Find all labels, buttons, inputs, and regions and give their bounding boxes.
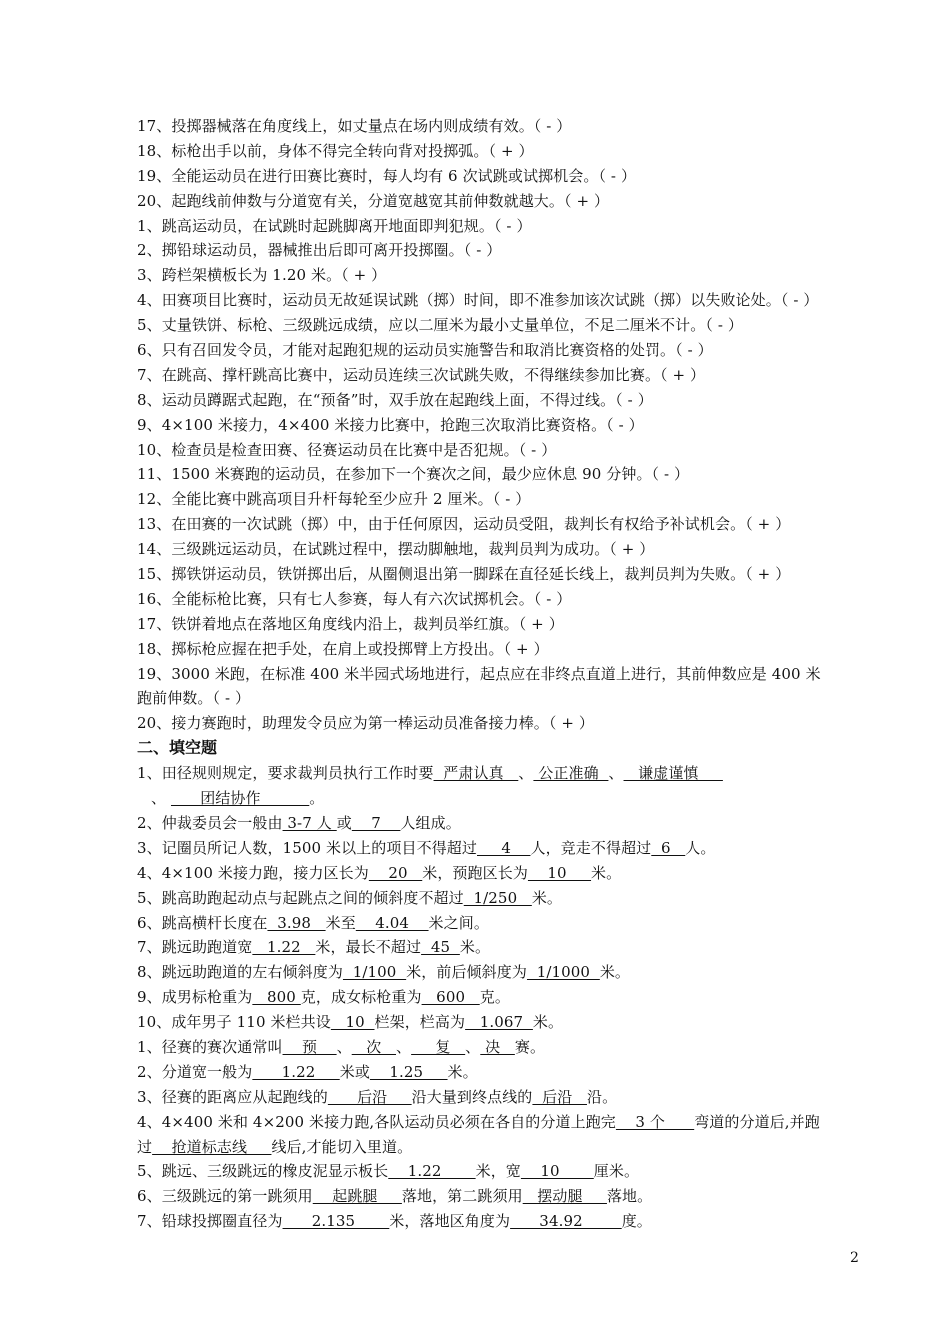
- answer-blank: 7: [351, 813, 401, 832]
- question-line: 14、三级跳远运动员，在试跳过程中，摆动脚触地，裁判员判为成功。（ + ）: [137, 540, 655, 559]
- answer-blank: 20: [368, 863, 423, 882]
- fill-question: [137, 886, 867, 911]
- answer-blank: 公正准确: [533, 764, 609, 783]
- answer-blank: 摆动腿: [522, 1187, 607, 1206]
- fill-question: [137, 861, 867, 886]
- page-number: 2: [850, 1250, 859, 1266]
- question-line: 10、检查员是检查田赛、径赛运动员在比赛中是否犯规。（ - ）: [137, 440, 557, 459]
- separator: 、: [608, 764, 624, 783]
- question-line: 13、在田赛的一次试跳（掷）中，由于任何原因，运动员受阻，裁判长有权给予补试机会。（ + ）: [137, 515, 791, 534]
- fill-question: [137, 1184, 867, 1209]
- question-text: 米。: [532, 1013, 564, 1032]
- fill-question: [137, 811, 867, 836]
- question-text: 米，前后倾斜度为: [406, 963, 527, 982]
- question-line: 6、只有召回发令员，才能对起跑犯规的运动员实施警告和取消比赛资格的处罚。（ - ）: [137, 341, 713, 360]
- question-line: 11、1500 米赛跑的运动员，在参加下一个赛次之间，最少应休息 90 分钟。（ - ）: [137, 465, 690, 484]
- question-line: 跑前伸数。（ - ）: [137, 689, 251, 708]
- fill-question: [137, 960, 867, 985]
- question-text: 7、铅球投掷圈直径为: [137, 1212, 283, 1231]
- answer-blank: 1.22: [388, 1162, 476, 1181]
- question-text: 人。: [685, 838, 716, 857]
- question-text: 3、径赛的距离应从起跑线的: [137, 1087, 328, 1106]
- separator: 、: [518, 764, 534, 783]
- question-text: 2、仲裁委员会一般由: [137, 813, 283, 832]
- question-text: 米至: [325, 913, 356, 932]
- question-text: 10、成年男子 110 米栏共设: [137, 1013, 331, 1032]
- question-text: 克，成女标枪重为: [300, 988, 422, 1007]
- question-text: 弯道的分道后,并跑: [694, 1112, 820, 1131]
- fill-question: [137, 1060, 867, 1085]
- question-text: 。: [309, 789, 325, 808]
- question-text: 6、跳高横杆长度在: [137, 913, 268, 932]
- fill-question: [137, 1209, 867, 1234]
- question-line: 18、掷标枪应握在把手处，在肩上或投掷臂上方投出。（ + ）: [137, 639, 549, 658]
- question-line: 18、标枪出手以前，身体不得完全转向背对投掷弧。（ + ）: [137, 141, 534, 160]
- question-text: 人，竞走不得超过: [530, 838, 652, 857]
- question-line: 1、跳高运动员，在试跳时起跳脚离开地面即判犯规。（ - ）: [137, 216, 532, 235]
- answer-blank: 3-7 人: [282, 813, 337, 832]
- question-line: 2、掷铅球运动员，器械推出后即可离开投掷圈。（ - ）: [137, 241, 502, 260]
- separator: 、: [396, 1037, 412, 1056]
- answer-blank: 34.92: [510, 1212, 622, 1231]
- question-text: 米或: [339, 1062, 370, 1081]
- answer-blank: 3.98: [267, 913, 326, 932]
- question-line: 20、起跑线前伸数与分道宽有关，分道宽越宽其前伸数就越大。（ + ）: [137, 191, 610, 210]
- question-text: 过: [137, 1137, 153, 1156]
- question-text: 沿大量到终点线的: [411, 1087, 533, 1106]
- question-line: 15、掷铁饼运动员，铁饼掷出后，从圈侧退出第一脚踩在直径延长线上，裁判员判为失败。（ + ）: [137, 565, 791, 584]
- question-text: 沿。: [586, 1087, 618, 1106]
- answer-blank: 团结协作: [170, 789, 310, 808]
- separator: 、: [336, 1037, 352, 1056]
- question-text: 人组成。: [400, 813, 461, 832]
- question-text: 2、分道宽一般为: [137, 1062, 253, 1081]
- fill-question: [137, 1159, 867, 1184]
- fill-question: [137, 935, 867, 960]
- question-line: 5、丈量铁饼、标枪、三级跳远成绩，应以二厘米为最小丈量单位，不足二厘米不计。（ - ）: [137, 316, 743, 335]
- question-line: 17、投掷器械落在角度线上，如丈量点在场内则成绩有效。（ - ）: [137, 117, 572, 135]
- answer-blank: 1.067: [465, 1013, 533, 1032]
- question-line: 16、全能标枪比赛，只有七人参赛，每人有六次试掷机会。（ - ）: [137, 589, 572, 608]
- answer-blank: 严肃认真: [433, 764, 519, 783]
- question-text: 米。: [459, 938, 491, 957]
- question-text: 或: [336, 813, 352, 832]
- answer-blank: 谦虚谨慎: [623, 764, 723, 783]
- question-text: 线后,才能切入里道。: [271, 1137, 413, 1156]
- question-text: 米，预跑区长为: [422, 863, 528, 882]
- answer-blank: 1.25: [369, 1062, 448, 1081]
- question-text: 6、三级跳远的第一跳须用: [137, 1187, 313, 1206]
- fill-question: [137, 985, 867, 1010]
- question-line: 9、4×100 米接力，4×400 米接力比赛中，抢跑三次取消比赛资格。（ - ）: [137, 415, 644, 434]
- question-text: 米。: [447, 1062, 478, 1081]
- answer-blank: 1.22: [252, 1062, 340, 1081]
- question-text: 米。: [599, 963, 631, 982]
- answer-blank: 10: [527, 863, 592, 882]
- question-text: 厘米。: [593, 1162, 640, 1181]
- question-text: 栏架，栏高为: [374, 1013, 466, 1032]
- fill-question: [137, 1085, 867, 1110]
- answer-blank: 决: [480, 1037, 515, 1056]
- answer-blank: 1/250: [463, 888, 532, 907]
- answer-blank: 4.04: [355, 913, 429, 932]
- fill-question: [137, 1010, 867, 1035]
- fill-question-continued: [137, 786, 867, 811]
- question-line: 3、跨栏架横板长为 1.20 米。（ + ）: [137, 266, 387, 285]
- question-text: 1、田径规则规定，要求裁判员执行工作时要: [137, 764, 434, 783]
- separator: 、: [465, 1037, 481, 1056]
- question-text: 8、跳远助跑道的左右倾斜度为: [137, 963, 343, 982]
- question-text: 米之间。: [428, 913, 489, 932]
- question-text: 4、4×400 米和 4×200 米接力跑,各队运动员必须在各自的分道上跑完: [137, 1112, 616, 1131]
- answer-blank: 3 个: [615, 1112, 695, 1131]
- answer-blank: 后沿: [532, 1087, 587, 1106]
- answer-blank: 600: [421, 988, 480, 1007]
- fill-question: [137, 836, 867, 861]
- answer-blank: 后沿: [327, 1087, 412, 1106]
- fill-question-continued: [137, 1135, 867, 1160]
- question-text: 赛。: [514, 1037, 546, 1056]
- answer-blank: 800: [252, 988, 301, 1007]
- question-text: 5、跳远、三级跳远的橡皮泥显示板长: [137, 1162, 389, 1181]
- question-text: 7、跳远助跑道宽: [137, 938, 253, 957]
- fill-question: [137, 761, 867, 786]
- answer-blank: 起跳腿: [312, 1187, 402, 1206]
- answer-blank: 4: [477, 838, 531, 857]
- question-text: 米。: [531, 888, 563, 907]
- judgment-questions: [137, 114, 867, 662]
- question-text: 1、径赛的赛次通常叫: [137, 1037, 283, 1056]
- answer-blank: 预: [282, 1037, 337, 1056]
- fill-question: [137, 1035, 867, 1060]
- question-line: 7、在跳高、撑杆跳高比赛中，运动员连续三次试跳失败，不得继续参加比赛。（ + ）: [137, 365, 706, 384]
- answer-blank: 1/1000: [526, 963, 600, 982]
- question-line: 12、全能比赛中跳高项目升杆每轮至少应升 2 厘米。（ - ）: [137, 490, 531, 509]
- question-text: 5、跳高助跑起动点与起跳点之间的倾斜度不超过: [137, 888, 464, 907]
- question-text: 米，宽: [475, 1162, 521, 1181]
- question-line: 19、全能运动员在进行田赛比赛时，每人均有 6 次试跳或试掷机会。（ - ）: [137, 166, 637, 185]
- question-text: 米。: [591, 863, 622, 882]
- section-title: 二、填空题: [137, 738, 218, 758]
- fill-question: [137, 911, 867, 936]
- answer-blank: 10: [330, 1013, 375, 1032]
- question-text: 3、记圈员所记人数，1500 米以上的项目不得超过: [137, 838, 477, 857]
- question-text: 4、4×100 米接力跑，接力区长为: [137, 863, 369, 882]
- answer-blank: 6: [651, 838, 686, 857]
- question-line: 8、运动员蹲踞式起跑，在“预备”时，双手放在起跑线上面，不得过线。（ - ）: [137, 390, 653, 409]
- question-line: 17、铁饼着地点在落地区角度线内沿上，裁判员举红旗。（ + ）: [137, 614, 564, 633]
- answer-blank: 1.22: [252, 938, 316, 957]
- question-line: 19、3000 米跑，在标准 400 米半园式场地进行，起点应在非终点直道上进行，其前伸数应是 400 米: [137, 664, 821, 683]
- question-line: 4、田赛项目比赛时，运动员无故延误试跳（掷）时间，即不准参加该次试跳（掷）以失败论处。（ - ）: [137, 291, 819, 310]
- question-text: 9、成男标枪重为: [137, 988, 253, 1007]
- answer-blank: 2.135: [282, 1212, 390, 1231]
- document-body: [137, 114, 867, 1234]
- answer-blank: 10: [520, 1162, 594, 1181]
- question-text: 度。: [621, 1212, 652, 1231]
- answer-blank: 次: [351, 1037, 397, 1056]
- answer-blank: 1/100: [342, 963, 407, 982]
- question-text: 落地，第二跳须用: [401, 1187, 523, 1206]
- answer-blank: 复: [411, 1037, 466, 1056]
- fill-question: [137, 1110, 867, 1135]
- question-text: 米，落地区角度为: [389, 1212, 511, 1231]
- answer-blank: 45: [421, 938, 460, 957]
- separator: 、: [151, 789, 167, 808]
- question-text: 米，最长不超过: [315, 938, 422, 957]
- question-text: 克。: [479, 988, 510, 1007]
- answer-blank: 抢道标志线: [152, 1137, 272, 1156]
- question-line: 20、接力赛跑时，助理发令员应为第一棒运动员准备接力棒。（ + ）: [137, 714, 594, 733]
- question-text: 落地。: [606, 1187, 653, 1206]
